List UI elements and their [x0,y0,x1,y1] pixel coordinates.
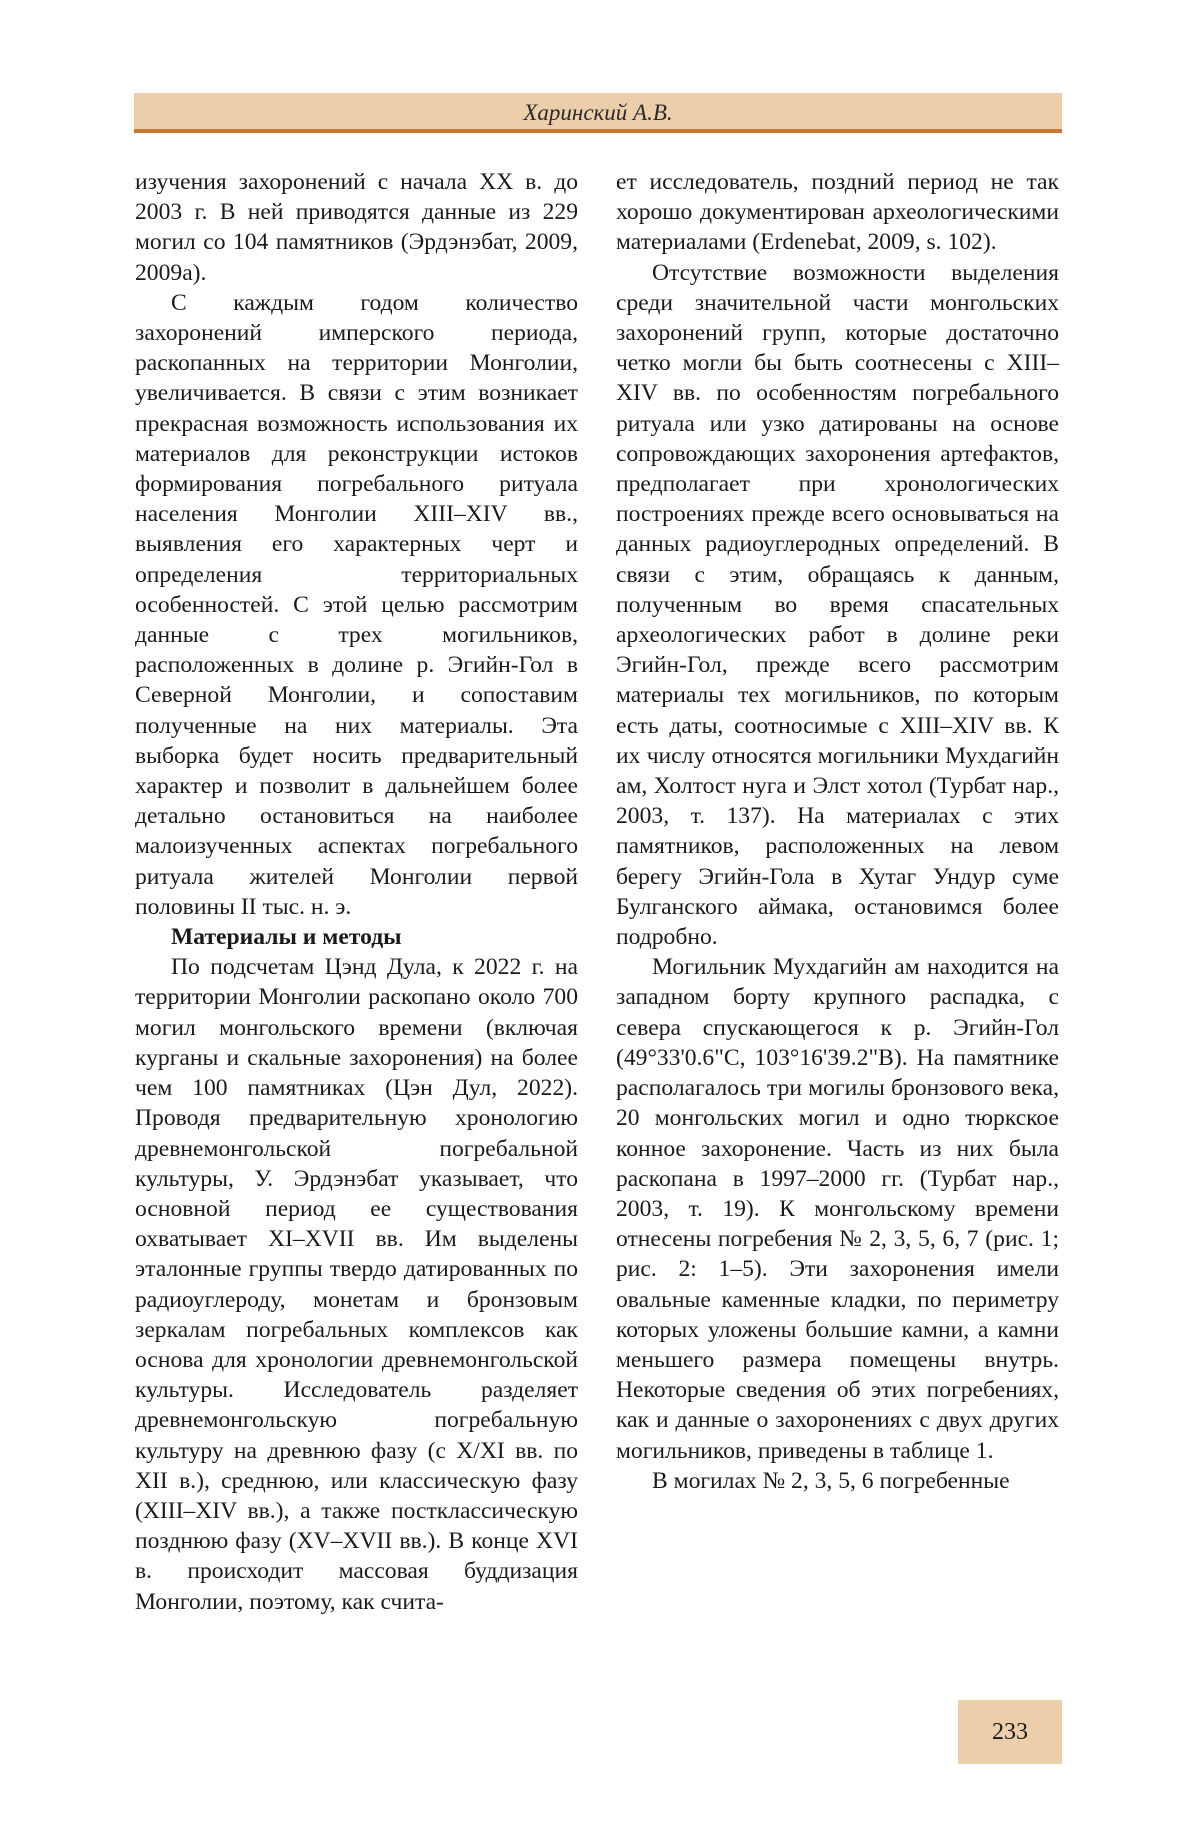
paragraph: В могилах № 2, 3, 5, 6 погребенные [616,1466,1059,1496]
right-column [616,167,1059,1496]
running-header [134,93,1062,133]
paragraph: ет исследователь, поздний период не так хорошо документирован археологическими материалами (Erdenebat, 2009, s. 102). [616,167,1059,258]
section-heading: Материалы и методы [135,922,578,952]
paragraph: Могильник Мухдагийн ам находится на западном борту крупного распадка, с севера спускающегося к р. Эгийн-Гол (49°33'0.6"С, 103°16'39.2"В). На памятнике располагалось три могилы бронзового века, 20 монгольских могил и одно тюркское конное захоронение. Часть из них была раскопана в 1997–2000 гг. (Турбат нар., 2003, т. 19). К монгольскому времени отнесены погребения № 2, 3, 5, 6, 7 (рис. 1; рис. 2: 1–5). Эти захоронения имели овальные каменные кладки, по периметру которых уложены большие камни, а камни меньшего размера помещены внутрь. Некоторые сведения об этих погребениях, как и данные о захоронениях с двух других могильников, приведены в таблице 1. [616,952,1059,1465]
left-column [135,167,578,1617]
page-number-box [958,1700,1062,1764]
running-header-author: Харинский А.В. [523,96,672,126]
paragraph: По подсчетам Цэнд Дула, к 2022 г. на территории Монголии раскопано около 700 могил монгольского времени (включая курганы и скальные захоронения) на более чем 100 памятниках (Цэн Дул, 2022). Проводя предварительную хронологию древнемонгольской погребальной культуры, У. Эрдэнэбат указывает, что основной период ее существования охватывает XI–XVII вв. Им выделены эталонные группы твердо датированных по радиоуглероду, монетам и бронзовым зеркалам погребальных комплексов как основа для хронологии древнемонгольской культуры. Исследователь разделяет древнемонгольскую погребальную культуру на древнюю фазу (с X/XI вв. по XII в.), среднюю, или классическую фазу (XIII–XIV вв.), а также постклассическую позднюю фазу (XV–XVII вв.). В конце XVI в. происходит массовая буддизация Монголии, поэтому, как счита- [135,952,578,1616]
paragraph: Отсутствие возможности выделения среди значительной части монгольских захоронений групп, которые достаточно четко могли бы быть соотнесены с XIII–XIV вв. по особенностям погребального ритуала или узко датированы на основе сопровождающих захоронения артефактов, предполагает при хронологических построениях прежде всего основываться на данных радиоуглеродных определений. В связи с этим, обращаясь к данным, полученным во время спасательных археологических работ в долине реки Эгийн-Гол, прежде всего рассмотрим материалы тех могильников, по которым есть даты, соотносимые с XIII–XIV вв. К их числу относятся могильники Мухдагийн ам, Холтост нуга и Элст хотол (Турбат нар., 2003, т. 137). На материалах с этих памятников, расположенных на левом берегу Эгийн-Гола в Хутаг Ундур суме Булганского аймака, остановимся более подробно. [616,258,1059,953]
paragraph: изучения захоронений с начала XX в. до 2003 г. В ней приводятся данные из 229 могил со 104 памятников (Эрдэнэбат, 2009, 2009а). [135,167,578,288]
paragraph: С каждым годом количество захоронений имперского периода, раскопанных на территории Монголии, увеличивается. В связи с этим возникает прекрасная возможность использования их материалов для реконструкции истоков формирования погребального ритуала населения Монголии XIII–XIV вв., выявления его характерных черт и определения территориальных особенностей. С этой целью рассмотрим данные с трех могильников, расположенных в долине р. Эгийн-Гол в Северной Монголии, и сопоставим полученные на них материалы. Эта выборка будет носить предварительный характер и позволит в дальнейшем более детально остановиться на наиболее малоизученных аспектах погребального ритуала жителей Монголии первой половины II тыс. н. э. [135,288,578,922]
page-number: 233 [992,1719,1028,1746]
